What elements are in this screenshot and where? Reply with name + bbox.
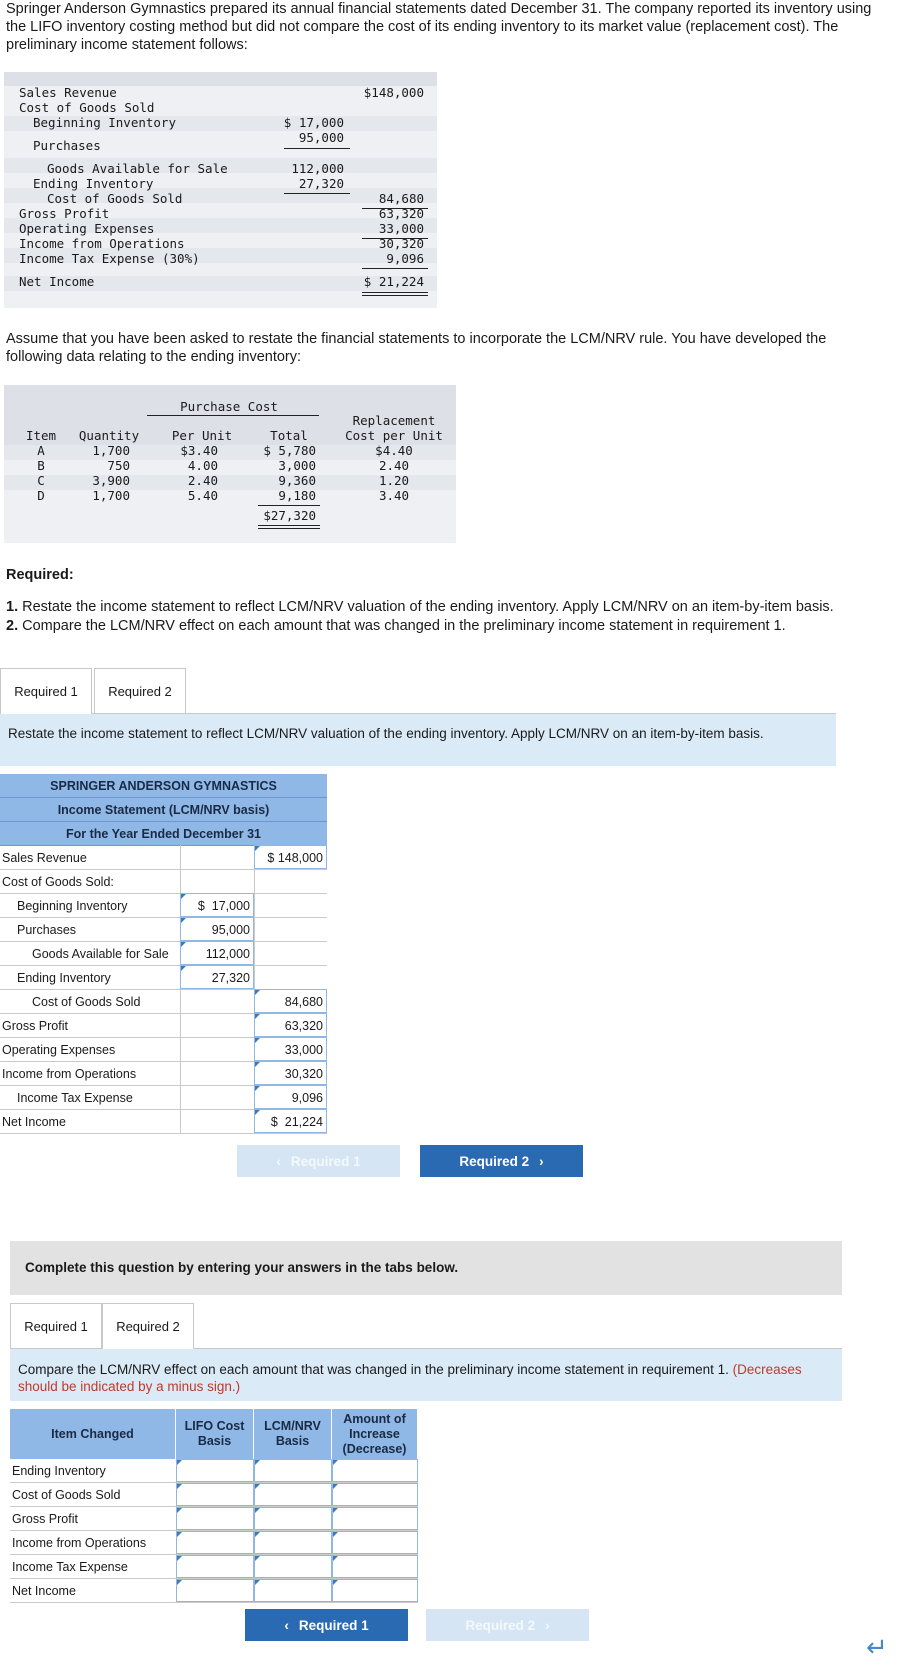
prelim-opex-label: Operating Expenses <box>19 221 155 236</box>
prelim-end-inv-value: 27,320 <box>298 176 344 191</box>
prev-required-1-button-b[interactable] <box>245 1609 408 1641</box>
goods-available-label: Goods Available for Sale <box>32 947 169 961</box>
cogs-label: Cost of Goods Sold <box>32 995 141 1009</box>
table-row <box>10 1483 418 1507</box>
ending-inventory-input[interactable]: 27,320 <box>180 965 254 989</box>
purchases-label: Purchases <box>17 923 77 937</box>
prelim-gafs-value: 112,000 <box>291 161 344 176</box>
required-label: Required: <box>6 567 74 583</box>
prelim-ni-value: $ 21,224 <box>363 274 424 289</box>
row-sales-revenue <box>0 846 327 870</box>
row-cost-of-goods-sold <box>0 990 327 1014</box>
inv-item: B <box>37 458 45 473</box>
table-row <box>10 1555 418 1579</box>
prelim-gp-label: Gross Profit <box>19 206 110 221</box>
item-changed-header: Item Changed <box>10 1409 176 1459</box>
prelim-tax-label: Income Tax Expense (30%) <box>19 251 200 266</box>
inv-item: D <box>37 488 45 503</box>
sales-revenue-input[interactable]: $ 148,000 <box>254 845 327 869</box>
lcm-input[interactable] <box>254 1483 332 1506</box>
req2-number: 2. <box>6 618 19 634</box>
row-label: Ending Inventory <box>12 1464 106 1478</box>
row-goods-available <box>0 942 327 966</box>
beginning-inventory-label: Beginning Inventory <box>17 899 128 913</box>
amount-input[interactable] <box>332 1459 418 1482</box>
inv-qty: 3,900 <box>92 473 130 488</box>
goods-available-input[interactable]: 112,000 <box>180 941 254 965</box>
intro-text: Springer Anderson Gymnastics prepared its annual financial statements dated December 31. The company reported its inventory using the LIFO inventory costing method but did not compare the cost of its ending inventory to its market value (replacement cost). The preliminary income statement follows: <box>6 1 872 53</box>
row-label: Cost of Goods Sold <box>12 1488 121 1502</box>
cogs-header-label: Cost of Goods Sold: <box>2 875 114 889</box>
income-tax-expense-input[interactable]: 9,096 <box>254 1085 327 1109</box>
inv-repl: $4.40 <box>375 443 413 458</box>
quantity-header: Quantity <box>78 428 140 443</box>
net-income-label: Net Income <box>2 1115 66 1129</box>
amount-input[interactable] <box>332 1531 418 1554</box>
row-income-from-operations <box>0 1062 327 1086</box>
inv-repl: 2.40 <box>378 458 410 473</box>
prelim-end-inv-label: Ending Inventory <box>33 176 154 191</box>
income-from-operations-label: Income from Operations <box>2 1067 137 1081</box>
inv-qty: 1,700 <box>92 443 130 458</box>
prev-required-1-button[interactable] <box>237 1145 400 1177</box>
row-label: Income from Operations <box>12 1536 147 1550</box>
empty-cell <box>180 1085 254 1109</box>
gross-profit-input[interactable]: 63,320 <box>254 1013 327 1037</box>
inventory-data-table <box>4 385 456 543</box>
prelim-opex-value: 33,000 <box>378 221 424 236</box>
empty-cell <box>254 893 327 917</box>
inv-total: $ 5,780 <box>263 443 316 458</box>
empty-cell <box>180 1013 254 1037</box>
prelim-beg-inv-label: Beginning Inventory <box>33 115 176 130</box>
lifo-input[interactable] <box>176 1531 254 1554</box>
empty-cell <box>180 869 254 893</box>
prelim-ifo-value: 30,320 <box>378 236 424 251</box>
row-label: Gross Profit <box>12 1512 78 1526</box>
amount-input[interactable] <box>332 1483 418 1506</box>
income-from-operations-input[interactable]: 30,320 <box>254 1061 327 1085</box>
purchase-cost-header: Purchase Cost <box>180 399 278 414</box>
replacement-header-2: Cost per Unit <box>345 428 443 443</box>
assume-text: Assume that you have been asked to restate the financial statements to incorporate the LCM/NRV rule. You have developed the following data relating to the ending inventory: <box>6 331 827 365</box>
preliminary-income-statement <box>4 72 437 308</box>
prelim-cogs-label: Cost of Goods Sold <box>19 100 155 115</box>
chevron-right-icon: › <box>539 1153 544 1169</box>
statement-title: Income Statement (LCM/NRV basis) <box>0 798 327 822</box>
row-ending-inventory <box>0 966 327 990</box>
row-net-income <box>0 1110 327 1134</box>
prelim-tax-value: 9,096 <box>386 251 424 266</box>
purchases-input[interactable]: 95,000 <box>180 917 254 941</box>
empty-cell <box>254 917 327 941</box>
inv-unit: 4.00 <box>187 458 218 473</box>
inv-item: C <box>37 473 45 488</box>
income-tax-expense-label: Income Tax Expense <box>17 1091 133 1105</box>
lifo-input[interactable] <box>176 1555 254 1578</box>
prelim-sales-label: Sales Revenue <box>19 85 117 100</box>
replacement-header-1: Replacement <box>352 413 436 428</box>
empty-cell <box>254 965 327 989</box>
inv-qty: 750 <box>107 458 130 473</box>
row-cogs-header <box>0 870 327 894</box>
tab-label: Required 1 <box>24 1319 88 1334</box>
inv-repl: 1.20 <box>378 473 410 488</box>
lcm-nrv-basis-header: LCM/NRV Basis <box>254 1409 332 1459</box>
table-row <box>10 1579 418 1603</box>
prelim-ifo-label: Income from Operations <box>19 236 185 251</box>
per-unit-header: Per Unit <box>171 428 233 443</box>
instruction-text: Compare the LCM/NRV effect on each amount that was changed in the preliminary income statement in requirement 1. <box>18 1362 729 1377</box>
row-income-tax-expense <box>0 1086 327 1110</box>
next-required-2-button[interactable] <box>420 1145 583 1177</box>
lcm-input[interactable] <box>254 1579 332 1602</box>
instruction-required-1: Restate the income statement to reflect LCM/NRV valuation of the ending inventory. Apply LCM/NRV on an item-by-item basis. <box>0 714 836 766</box>
amount-input[interactable] <box>332 1507 418 1530</box>
next-button-label: Required 2 <box>459 1153 530 1169</box>
beginning-inventory-input[interactable]: $ 17,000 <box>180 893 254 917</box>
prelim-sales-value: $148,000 <box>363 85 424 100</box>
next-button-label: Required 2 <box>465 1617 536 1633</box>
return-icon[interactable]: ↵ <box>866 1632 888 1662</box>
operating-expenses-input[interactable]: 33,000 <box>254 1037 327 1061</box>
chevron-left-icon: ‹ <box>276 1153 281 1169</box>
sales-revenue-label: Sales Revenue <box>2 851 87 865</box>
row-beginning-inventory <box>0 894 327 918</box>
row-label: Net Income <box>12 1584 76 1598</box>
empty-cell <box>254 941 327 965</box>
lifo-input[interactable] <box>176 1459 254 1482</box>
prelim-gafs-label: Goods Available for Sale <box>47 161 228 176</box>
requirements-list <box>6 598 886 636</box>
empty-cell <box>254 869 327 893</box>
gross-profit-label: Gross Profit <box>2 1019 68 1033</box>
req2-text: Compare the LCM/NRV effect on each amount that was changed in the preliminary income statement in requirement 1. <box>18 618 786 634</box>
inv-unit: 5.40 <box>187 488 218 503</box>
empty-cell <box>180 1109 254 1133</box>
net-income-input[interactable]: $ 21,224 <box>254 1109 327 1133</box>
prelim-ni-label: Net Income <box>19 274 95 289</box>
chevron-left-icon: ‹ <box>284 1617 289 1633</box>
lcm-input[interactable] <box>254 1459 332 1482</box>
tab-required-2-b[interactable]: Required 2 <box>102 1303 194 1349</box>
table-row <box>10 1507 418 1531</box>
item-header: Item <box>25 428 57 443</box>
empty-cell <box>180 989 254 1013</box>
tab-required-1-b[interactable] <box>10 1303 102 1349</box>
lifo-input[interactable] <box>176 1483 254 1506</box>
row-purchases <box>0 918 327 942</box>
prelim-cogs2-label: Cost of Goods Sold <box>47 191 183 206</box>
req1-text: Restate the income statement to reflect LCM/NRV valuation of the ending inventory. Apply LCM/NRV on an item-by-item basis. <box>18 599 834 615</box>
prelim-cogs-value: 84,680 <box>378 191 424 206</box>
inv-item: A <box>37 443 45 458</box>
prelim-purchases-label: Purchases <box>33 138 101 153</box>
total-header: Total <box>270 428 308 443</box>
row-operating-expenses <box>0 1038 327 1062</box>
cogs-input[interactable]: 84,680 <box>254 989 327 1013</box>
table-row <box>10 1459 418 1483</box>
prelim-gp-value: 63,320 <box>378 206 424 221</box>
prelim-purchases-value: 95,000 <box>298 130 344 145</box>
inv-total: 9,180 <box>278 488 316 503</box>
inv-grand-total: $27,320 <box>263 508 316 523</box>
chevron-right-icon: › <box>545 1617 550 1633</box>
req1-number: 1. <box>6 599 19 615</box>
empty-cell <box>180 1037 254 1061</box>
inv-unit: 2.40 <box>187 473 218 488</box>
row-gross-profit <box>0 1014 327 1038</box>
ending-inventory-label: Ending Inventory <box>17 971 111 985</box>
instruction-note: (Decreases should be indicated by a minus sign.) <box>18 1362 802 1394</box>
tab-required-1[interactable]: Required 1 <box>0 668 92 714</box>
table-row <box>10 1531 418 1555</box>
lcm-input[interactable] <box>254 1531 332 1554</box>
instruction-required-2 <box>10 1349 842 1401</box>
inv-total: 3,000 <box>278 458 316 473</box>
statement-company: SPRINGER ANDERSON GYMNASTICS <box>0 774 327 798</box>
lcm-input[interactable] <box>254 1507 332 1530</box>
next-required-2-button-b[interactable] <box>426 1609 589 1641</box>
tab-required-2[interactable]: Required 2 <box>94 668 186 714</box>
empty-cell <box>180 1061 254 1085</box>
lifo-input[interactable] <box>176 1507 254 1530</box>
amount-input[interactable] <box>332 1579 418 1602</box>
prev-button-label: Required 1 <box>290 1153 361 1169</box>
inv-total: 9,360 <box>278 473 316 488</box>
statement-period: For the Year Ended December 31 <box>0 822 327 846</box>
amount-input[interactable] <box>332 1555 418 1578</box>
lifo-input[interactable] <box>176 1579 254 1602</box>
complete-banner: Complete this question by entering your answers in the tabs below. <box>10 1241 842 1295</box>
lifo-cost-basis-header: LIFO Cost Basis <box>176 1409 254 1459</box>
operating-expenses-label: Operating Expenses <box>2 1043 116 1057</box>
sales-mid-cell <box>180 845 254 869</box>
inv-repl: 3.40 <box>378 488 410 503</box>
row-label: Income Tax Expense <box>12 1560 128 1574</box>
inv-unit: $3.40 <box>180 443 218 458</box>
prev-button-label: Required 1 <box>298 1617 369 1633</box>
lcm-input[interactable] <box>254 1555 332 1578</box>
amount-header: Amount of Increase (Decrease) <box>332 1409 418 1459</box>
prelim-beg-inv-value: $ 17,000 <box>283 115 344 130</box>
inv-qty: 1,700 <box>92 488 130 503</box>
